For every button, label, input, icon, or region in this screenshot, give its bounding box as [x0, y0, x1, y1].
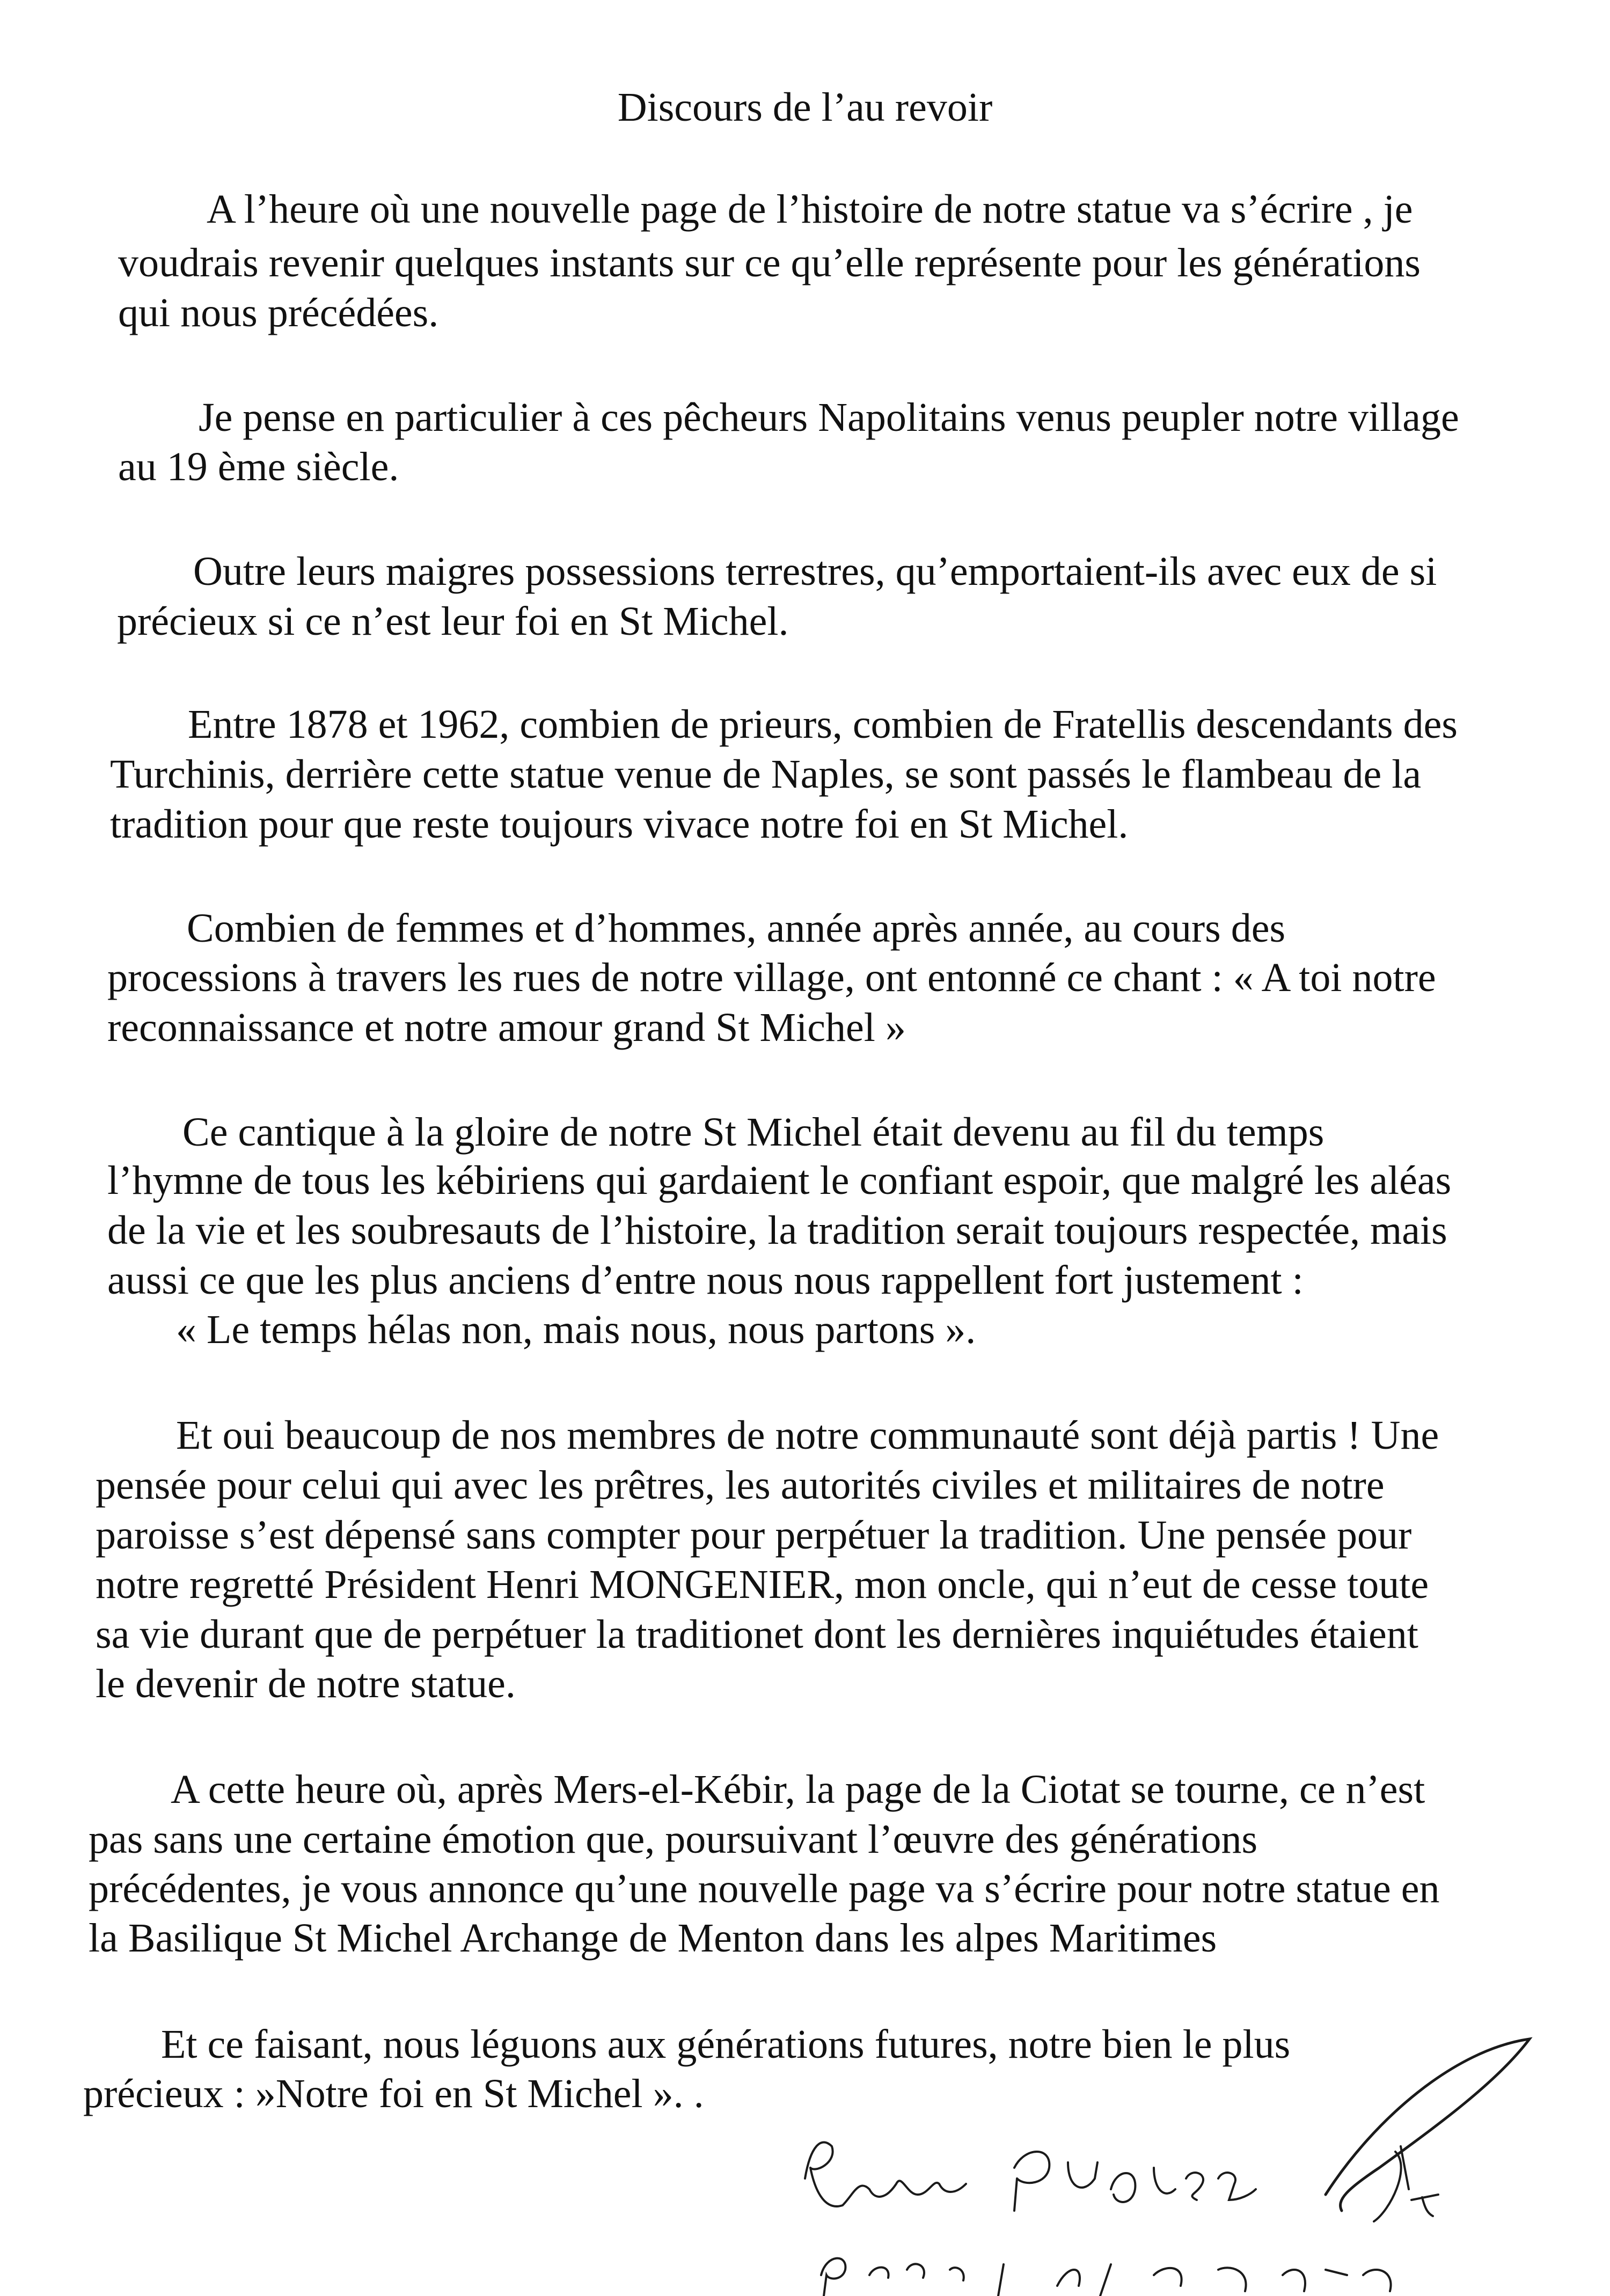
paragraph-6-line-5: « Le temps hélas non, mais nous, nous partons ».: [176, 1307, 976, 1352]
handwritten-signature: [778, 1942, 1583, 2296]
paragraph-5-line-3: reconnaissance et notre amour grand St Michel »: [107, 1005, 906, 1050]
paragraph-7-line-1: Et oui beaucoup de nos membres de notre communauté sont déjà partis ! Une: [176, 1413, 1439, 1458]
paragraph-7-line-3: paroisse s’est dépensé sans compter pour perpétuer la tradition. Une pensée pour: [96, 1513, 1412, 1558]
paragraph-9-line-2: précieux : »Notre foi en St Michel ». .: [83, 2071, 704, 2116]
paragraph-5-line-1: Combien de femmes et d’hommes, année après année, au cours des: [187, 906, 1286, 951]
paragraph-7-line-6: le devenir de notre statue.: [96, 1661, 516, 1706]
paragraph-4-line-1: Entre 1878 et 1962, combien de prieurs, combien de Fratellis descendants des: [188, 702, 1458, 747]
paragraph-6-line-1: Ce cantique à la gloire de notre St Michel était devenu au fil du temps: [182, 1110, 1324, 1155]
paragraph-4-line-2: Turchinis, derrière cette statue venue de Naples, se sont passés le flambeau de la: [110, 752, 1422, 797]
paragraph-5-line-2: processions à travers les rues de notre village, ont entonné ce chant : « A toi notre: [107, 955, 1436, 1000]
paragraph-2-line-1: Je pense en particulier à ces pêcheurs Napolitains venus peupler notre village: [199, 395, 1459, 440]
paragraph-8-line-1: A cette heure où, après Mers-el-Kébir, la page de la Ciotat se tourne, ce n’est: [171, 1767, 1425, 1812]
paragraph-3-line-2: précieux si ce n’est leur foi en St Michel.: [117, 599, 789, 644]
paragraph-8-line-3: précédentes, je vous annonce qu’une nouvelle page va s’écrire pour notre statue en: [89, 1866, 1440, 1911]
paragraph-1-line-1: A l’heure où une nouvelle page de l’histoire de notre statue va s’écrire , je: [207, 187, 1413, 232]
document-title: Discours de l’au revoir: [617, 85, 993, 130]
paragraph-7-line-5: sa vie durant que de perpétuer la traditionet dont les dernières inquiétudes étaient: [96, 1612, 1418, 1657]
paragraph-3-line-1: Outre leurs maigres possessions terrestres, qu’emportaient-ils avec eux de si: [193, 549, 1437, 594]
paragraph-6-line-4: aussi ce que les plus anciens d’entre nous nous rappellent fort justement :: [107, 1258, 1304, 1303]
paragraph-8-line-2: pas sans une certaine émotion que, poursuivant l’œuvre des générations: [89, 1817, 1258, 1862]
paragraph-9-line-1: Et ce faisant, nous léguons aux générations futures, notre bien le plus: [161, 2022, 1291, 2067]
paragraph-6-line-2: l’hymne de tous les kébiriens qui gardaient le confiant espoir, que malgré les aléas: [107, 1158, 1452, 1203]
paragraph-1-line-2: voudrais revenir quelques instants sur ce qu’elle représente pour les générations: [118, 240, 1421, 285]
paragraph-1-line-3: qui nous précédées.: [118, 290, 439, 335]
paragraph-6-line-3: de la vie et les soubresauts de l’histoire, la tradition serait toujours respectée, mais: [107, 1208, 1447, 1253]
paragraph-8-line-4: la Basilique St Michel Archange de Menton dans les alpes Maritimes: [89, 1916, 1217, 1961]
paragraph-4-line-3: tradition pour que reste toujours vivace notre foi en St Michel.: [110, 802, 1129, 847]
paragraph-7-line-2: pensée pour celui qui avec les prêtres, les autorités civiles et militaires de notre: [96, 1463, 1385, 1508]
paragraph-2-line-2: au 19 ème siècle.: [118, 444, 399, 489]
paragraph-7-line-4: notre regretté Président Henri MONGENIER, mon oncle, qui n’eut de cesse toute: [96, 1562, 1429, 1607]
